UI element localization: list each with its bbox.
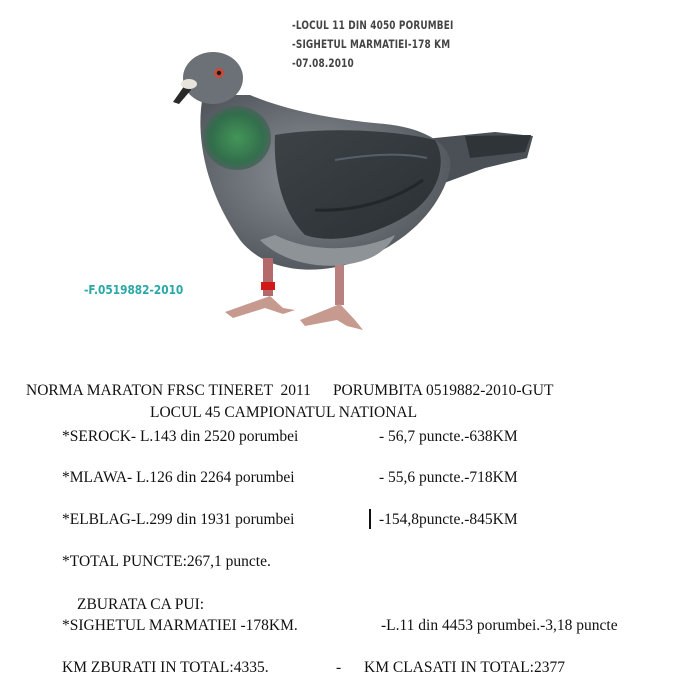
text-cursor bbox=[369, 509, 371, 529]
header-note-date: -07.08.2010 bbox=[292, 56, 354, 70]
title-sub: LOCUL 45 CAMPIONATUL NATIONAL bbox=[150, 404, 418, 421]
title-left: NORMA MARATON FRSC TINERET 2011 bbox=[26, 382, 311, 399]
header-note-place: -LOCUL 11 DIN 4050 PORUMBEI bbox=[292, 18, 454, 32]
ring-number: -F.0519882-2010 bbox=[84, 283, 184, 297]
zburata-race: *SIGHETUL MARMATIEI -178KM. bbox=[62, 617, 298, 634]
result-points-mlawa: - 55,6 puncte.-718KM bbox=[379, 469, 518, 486]
totals-classified: KM CLASATI IN TOTAL:2377 bbox=[364, 659, 565, 676]
header-note-race: -SIGHETUL MARMATIEI-178 KM bbox=[292, 37, 451, 51]
total-points: *TOTAL PUNCTE:267,1 puncte. bbox=[62, 553, 271, 570]
pigeon-photo bbox=[165, 40, 545, 330]
title-right: PORUMBITA 0519882-2010-GUT bbox=[332, 382, 554, 399]
result-race-elblag: *ELBLAG-L.299 din 1931 porumbei bbox=[62, 511, 295, 528]
result-race-mlawa: *MLAWA- L.126 din 2264 porumbei bbox=[62, 469, 295, 486]
result-race-serock: *SEROCK- L.143 din 2520 porumbei bbox=[62, 428, 299, 445]
totals-flown: KM ZBURATI IN TOTAL:4335. bbox=[62, 659, 269, 676]
title-line bbox=[26, 382, 553, 400]
result-points-serock: - 56,7 puncte.-638KM bbox=[379, 428, 518, 445]
zburata-result: -L.11 din 4453 porumbei.-3,18 puncte bbox=[381, 617, 618, 634]
totals-separator: - bbox=[336, 659, 342, 676]
zburata-header: ZBURATA CA PUI: bbox=[77, 596, 205, 613]
result-points-elblag: -154,8puncte.-845KM bbox=[379, 511, 518, 528]
